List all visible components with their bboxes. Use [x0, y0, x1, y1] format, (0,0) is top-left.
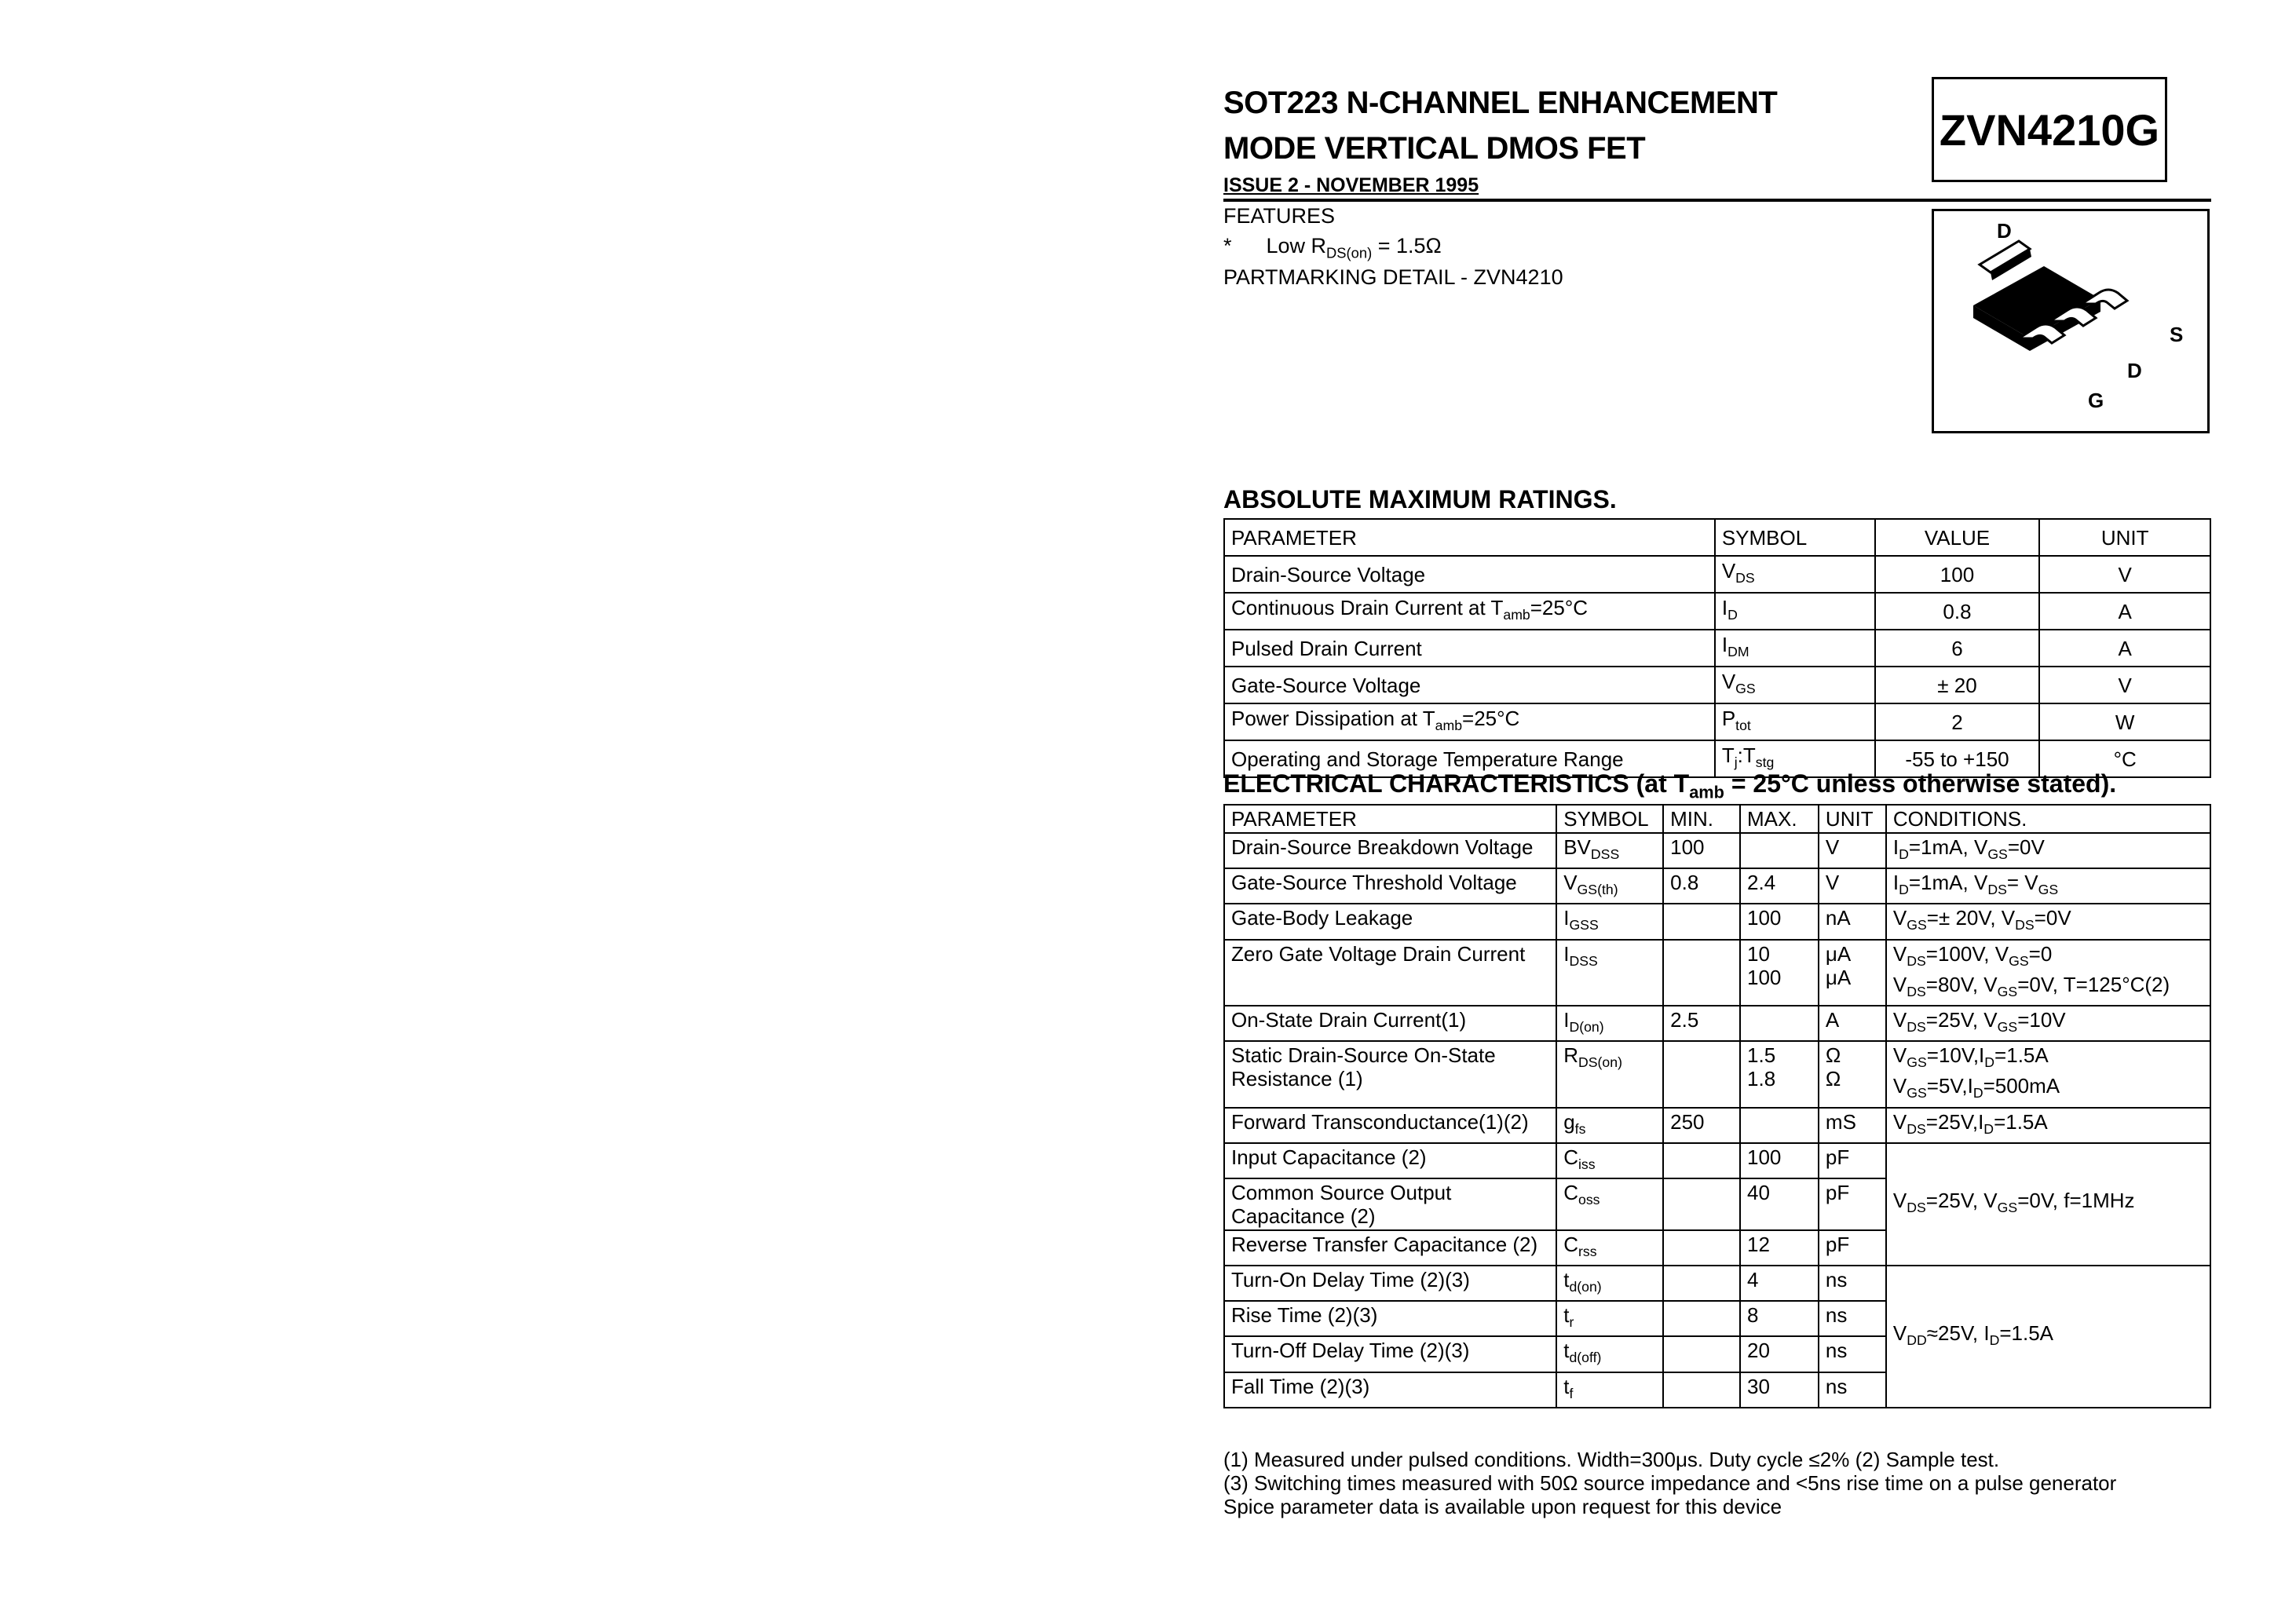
unit-cell: ns — [1819, 1301, 1886, 1336]
value-cell: 6 — [1875, 630, 2040, 667]
param-cell: Common Source Output Capacitance (2) — [1224, 1178, 1556, 1230]
unit-cell: pF — [1819, 1143, 1886, 1178]
min-cell — [1663, 904, 1740, 939]
min-cell — [1663, 1336, 1740, 1372]
min-cell: 100 — [1663, 833, 1740, 868]
table-row — [1224, 940, 2210, 1006]
symbol-cell: $I_{GSS}$ — [1556, 904, 1663, 939]
unit-cell: V — [2039, 667, 2210, 703]
value-cell: 100 — [1875, 556, 2040, 593]
param-cell: Gate-Body Leakage — [1224, 904, 1556, 939]
conditions-cell: $V_{DD}\approx 25V$, $I_D=1.5A$ — [1886, 1266, 2210, 1408]
symbol-cell: $I_D$ — [1715, 593, 1875, 630]
table-row — [1224, 1143, 2210, 1178]
column-header: MAX. — [1740, 805, 1819, 833]
symbol-cell: $g_{fs}$ — [1556, 1108, 1663, 1143]
table-row — [1224, 1006, 2210, 1041]
pin-label-drain-tab: D — [1997, 219, 2012, 243]
max-cell: 100 — [1740, 1143, 1819, 1178]
param-cell: Zero Gate Voltage Drain Current — [1224, 940, 1556, 1006]
value-cell: 0.8 — [1875, 593, 2040, 630]
header-rule — [1223, 199, 2211, 202]
param-cell: Reverse Transfer Capacitance (2) — [1224, 1230, 1556, 1266]
unit-cell: pF — [1819, 1230, 1886, 1266]
symbol-cell: $t_{d(off)}$ — [1556, 1336, 1663, 1372]
part-number: ZVN4210G — [1939, 104, 2160, 155]
conditions-cell: $V_{DS}=25V$, $V_{GS}=0V$, f=1MHz — [1886, 1143, 2210, 1266]
symbol-cell: $t_r$ — [1556, 1301, 1663, 1336]
footnote: Spice parameter data is available upon request for this device — [1223, 1495, 1782, 1518]
max-cell: 12 — [1740, 1230, 1819, 1266]
unit-cell: V — [2039, 556, 2210, 593]
param-cell: Continuous Drain Current at $T_{amb}=25^\circ C$ — [1224, 593, 1715, 630]
feature-item: * Low $R_{DS(on)} = 1.5\Omega$ — [1223, 234, 1442, 261]
conditions-cell: $V_{GS}=\pm 20V$, $V_{DS}=0V$ — [1886, 904, 2210, 939]
part-number-box — [1932, 77, 2167, 182]
unit-cell: pF — [1819, 1178, 1886, 1230]
unit-cell: ns — [1819, 1266, 1886, 1301]
param-cell: Turn-Off Delay Time (2)(3) — [1224, 1336, 1556, 1372]
table-header-row — [1224, 519, 2210, 556]
table-row — [1224, 1108, 2210, 1143]
symbol-cell: $I_{DM}$ — [1715, 630, 1875, 667]
abs-max-table — [1223, 518, 2211, 778]
package-diagram — [1932, 209, 2210, 433]
param-cell: Turn-On Delay Time (2)(3) — [1224, 1266, 1556, 1301]
issue-date: ISSUE 2 - NOVEMBER 1995 — [1223, 174, 1479, 196]
symbol-cell: $T_j:T_{stg}$ — [1715, 740, 1875, 777]
param-cell: Drain-Source Breakdown Voltage — [1224, 833, 1556, 868]
max-cell: 20 — [1740, 1336, 1819, 1372]
param-cell: Drain-Source Voltage — [1224, 556, 1715, 593]
max-cell: 100 — [1740, 904, 1819, 939]
unit-cell: mS — [1819, 1108, 1886, 1143]
column-header: SYMBOL — [1556, 805, 1663, 833]
unit-cell: °C — [2039, 740, 2210, 777]
max-cell — [1740, 1006, 1819, 1041]
min-cell — [1663, 1178, 1740, 1230]
param-cell: Forward Transconductance(1)(2) — [1224, 1108, 1556, 1143]
unit-cell: A — [1819, 1006, 1886, 1041]
title-line-2: MODE VERTICAL DMOS FET — [1223, 131, 1646, 166]
symbol-cell: $C_{oss}$ — [1556, 1178, 1663, 1230]
min-cell: 0.8 — [1663, 868, 1740, 904]
min-cell — [1663, 1230, 1740, 1266]
max-cell: 4 — [1740, 1266, 1819, 1301]
unit-cell: W — [2039, 703, 2210, 740]
column-header: PARAMETER — [1224, 805, 1556, 833]
param-cell: Rise Time (2)(3) — [1224, 1301, 1556, 1336]
param-cell: Static Drain-Source On-State Resistance (1) — [1224, 1041, 1556, 1107]
min-cell: 2.5 — [1663, 1006, 1740, 1041]
column-header: PARAMETER — [1224, 519, 1715, 556]
unit-cell: Ω Ω — [1819, 1041, 1886, 1107]
symbol-cell: $t_{d(on)}$ — [1556, 1266, 1663, 1301]
partmarking-detail: PARTMARKING DETAIL - ZVN4210 — [1223, 265, 1563, 289]
unit-cell: V — [1819, 833, 1886, 868]
sot223-package-icon — [1934, 211, 2207, 431]
unit-cell: ns — [1819, 1372, 1886, 1408]
value-cell: -55 to +150 — [1875, 740, 2040, 777]
max-cell — [1740, 1108, 1819, 1143]
min-cell — [1663, 1041, 1740, 1107]
value-cell: ± 20 — [1875, 667, 2040, 703]
max-cell: 10 100 — [1740, 940, 1819, 1006]
value-cell: 2 — [1875, 703, 2040, 740]
min-cell — [1663, 1266, 1740, 1301]
table-row — [1224, 868, 2210, 904]
unit-cell: A — [2039, 630, 2210, 667]
param-cell: Fall Time (2)(3) — [1224, 1372, 1556, 1408]
max-cell: 30 — [1740, 1372, 1819, 1408]
unit-cell: V — [1819, 868, 1886, 904]
symbol-cell: $V_{GS}$ — [1715, 667, 1875, 703]
table-header-row — [1224, 805, 2210, 833]
footnote: (3) Switching times measured with 50Ω source impedance and <5ns rise time on a pulse generator — [1223, 1471, 2117, 1495]
features-heading: FEATURES — [1223, 204, 1336, 228]
symbol-cell: $I_{DSS}$ — [1556, 940, 1663, 1006]
conditions-cell: $V_{DS}=25V,I_D=1.5A$ — [1886, 1108, 2210, 1143]
param-cell: Gate-Source Voltage — [1224, 667, 1715, 703]
min-cell — [1663, 1143, 1740, 1178]
max-cell: 40 — [1740, 1178, 1819, 1230]
conditions-cell: $I_D=1mA$, $V_{GS}=0V$ — [1886, 833, 2210, 868]
min-cell: 250 — [1663, 1108, 1740, 1143]
table-row — [1224, 833, 2210, 868]
symbol-cell: $C_{iss}$ — [1556, 1143, 1663, 1178]
table-row — [1224, 556, 2210, 593]
param-cell: Power Dissipation at $T_{amb}=25^\circ C$ — [1224, 703, 1715, 740]
min-cell — [1663, 1372, 1740, 1408]
param-cell: Pulsed Drain Current — [1224, 630, 1715, 667]
abs-max-heading: ABSOLUTE MAXIMUM RATINGS. — [1223, 485, 1617, 513]
max-cell: 8 — [1740, 1301, 1819, 1336]
footnote: (1) Measured under pulsed conditions. Width=300μs. Duty cycle ≤2% (2) Sample test. — [1223, 1448, 2000, 1471]
column-header: VALUE — [1875, 519, 2040, 556]
column-header: CONDITIONS. — [1886, 805, 2210, 833]
column-header: UNIT — [1819, 805, 1886, 833]
param-cell: Operating and Storage Temperature Range — [1224, 740, 1715, 777]
pin-label-gate: G — [2088, 389, 2104, 412]
pin-label-drain: D — [2127, 359, 2142, 382]
column-header: UNIT — [2039, 519, 2210, 556]
param-cell: Input Capacitance (2) — [1224, 1143, 1556, 1178]
elec-body — [1224, 805, 2210, 1408]
table-row — [1224, 1041, 2210, 1107]
table-row — [1224, 667, 2210, 703]
footnotes — [1223, 1448, 2116, 1518]
unit-cell: nA — [1819, 904, 1886, 939]
elec-heading: ELECTRICAL CHARACTERISTICS (at $T_{amb} = 25^\circ C$ unless otherwise stated). — [1223, 769, 2117, 802]
column-header: MIN. — [1663, 805, 1740, 833]
symbol-cell: $C_{rss}$ — [1556, 1230, 1663, 1266]
symbol-cell: $R_{DS(on)}$ — [1556, 1041, 1663, 1107]
max-cell — [1740, 833, 1819, 868]
document-title — [1223, 80, 1777, 171]
table-row — [1224, 1266, 2210, 1301]
min-cell — [1663, 1301, 1740, 1336]
symbol-cell: $V_{GS(th)}$ — [1556, 868, 1663, 904]
conditions-cell: $V_{GS}=10V,I_D=1.5A$ $V_{GS}=5V,I_D=500mA$ — [1886, 1041, 2210, 1107]
unit-cell: μA μA — [1819, 940, 1886, 1006]
table-row — [1224, 593, 2210, 630]
symbol-cell: $BV_{DSS}$ — [1556, 833, 1663, 868]
symbol-cell: $I_{D(on)}$ — [1556, 1006, 1663, 1041]
pin-label-source: S — [2170, 323, 2184, 346]
min-cell — [1663, 940, 1740, 1006]
column-header: SYMBOL — [1715, 519, 1875, 556]
symbol-cell: $P_{tot}$ — [1715, 703, 1875, 740]
conditions-cell: $V_{DS}=25V$, $V_{GS}=10V$ — [1886, 1006, 2210, 1041]
abs-max-body — [1224, 519, 2210, 777]
max-cell: 1.5 1.8 — [1740, 1041, 1819, 1107]
table-row — [1224, 703, 2210, 740]
max-cell: 2.4 — [1740, 868, 1819, 904]
symbol-cell: $t_f$ — [1556, 1372, 1663, 1408]
title-line-1: SOT223 N-CHANNEL ENHANCEMENT — [1223, 86, 1778, 120]
unit-cell: A — [2039, 593, 2210, 630]
symbol-cell: $V_{DS}$ — [1715, 556, 1875, 593]
conditions-cell: $V_{DS}=100V$, $V_{GS}=0$ $V_{DS}=80V$, $V_{GS}=0V$, T=125°C(2) — [1886, 940, 2210, 1006]
param-cell: Gate-Source Threshold Voltage — [1224, 868, 1556, 904]
table-row — [1224, 630, 2210, 667]
param-cell: On-State Drain Current(1) — [1224, 1006, 1556, 1041]
unit-cell: ns — [1819, 1336, 1886, 1372]
table-row — [1224, 904, 2210, 939]
elec-table — [1223, 804, 2211, 1408]
conditions-cell: $I_D=1mA$, $V_{DS}= V_{GS}$ — [1886, 868, 2210, 904]
